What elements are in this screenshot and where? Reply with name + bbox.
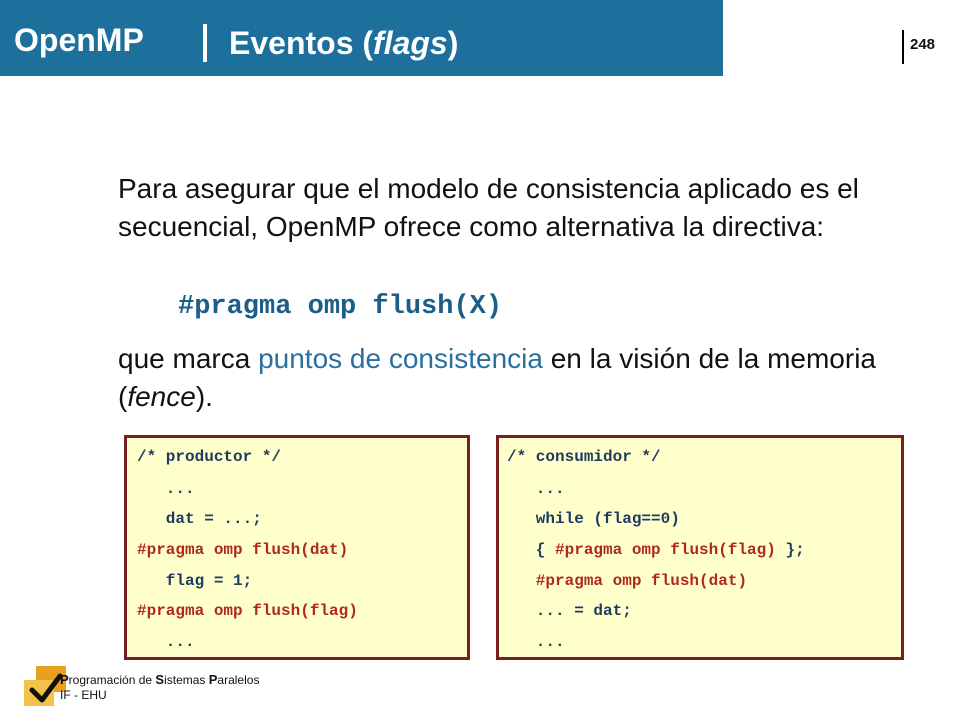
slide-title xyxy=(229,25,458,61)
p2-part2: en la visión de la memoria ( xyxy=(118,343,876,412)
intro-paragraph: Para asegurar que el modelo de consistencia aplicado es el secuencial, OpenMP ofrece como alternativa la directiva: xyxy=(118,173,859,242)
code-line: #pragma omp flush(flag) xyxy=(137,602,358,620)
fence-italic: fence xyxy=(127,381,196,412)
brand-title: OpenMP xyxy=(14,22,144,58)
p2-part1: que marca xyxy=(118,343,259,374)
footer-line-1: Programación de Sistemas Paralelos xyxy=(60,672,260,687)
code-line: ... xyxy=(507,480,565,498)
code-line: /* consumidor */ xyxy=(507,448,661,466)
footer-line-2: IF - EHU xyxy=(60,688,107,702)
pragma-directive: #pragma omp flush(X) xyxy=(178,292,503,322)
p2-part3: ). xyxy=(195,381,213,412)
producer-code-box xyxy=(124,435,470,660)
title-separator xyxy=(203,24,207,62)
title-italic: flags xyxy=(373,25,448,61)
page-number-separator xyxy=(902,30,904,64)
code-line xyxy=(507,540,805,560)
code-line: /* productor */ xyxy=(137,448,282,466)
code-line: flag = 1; xyxy=(137,572,253,590)
footer-credit xyxy=(60,672,259,703)
code-line: ... xyxy=(507,633,565,651)
page-number: 248 xyxy=(910,36,936,53)
code-line: #pragma omp flush(dat) xyxy=(507,572,748,590)
code-line: ... xyxy=(137,633,195,651)
title-suffix: ) xyxy=(447,25,459,61)
code-line: dat = ...; xyxy=(137,510,262,528)
brace-open: { xyxy=(507,541,556,559)
code-line: while (flag==0) xyxy=(507,510,680,528)
code-line: ... = dat; xyxy=(507,602,632,620)
consumer-code-box xyxy=(496,435,904,660)
flush-flag-pragma: #pragma omp flush(flag) xyxy=(555,541,776,559)
highlight-text: puntos de consistencia xyxy=(258,343,543,374)
description-paragraph xyxy=(118,340,898,416)
code-line: #pragma omp flush(dat) xyxy=(137,541,349,559)
title-prefix: Eventos ( xyxy=(229,25,374,61)
brace-close: }; xyxy=(775,541,805,559)
code-line: ... xyxy=(137,480,195,498)
